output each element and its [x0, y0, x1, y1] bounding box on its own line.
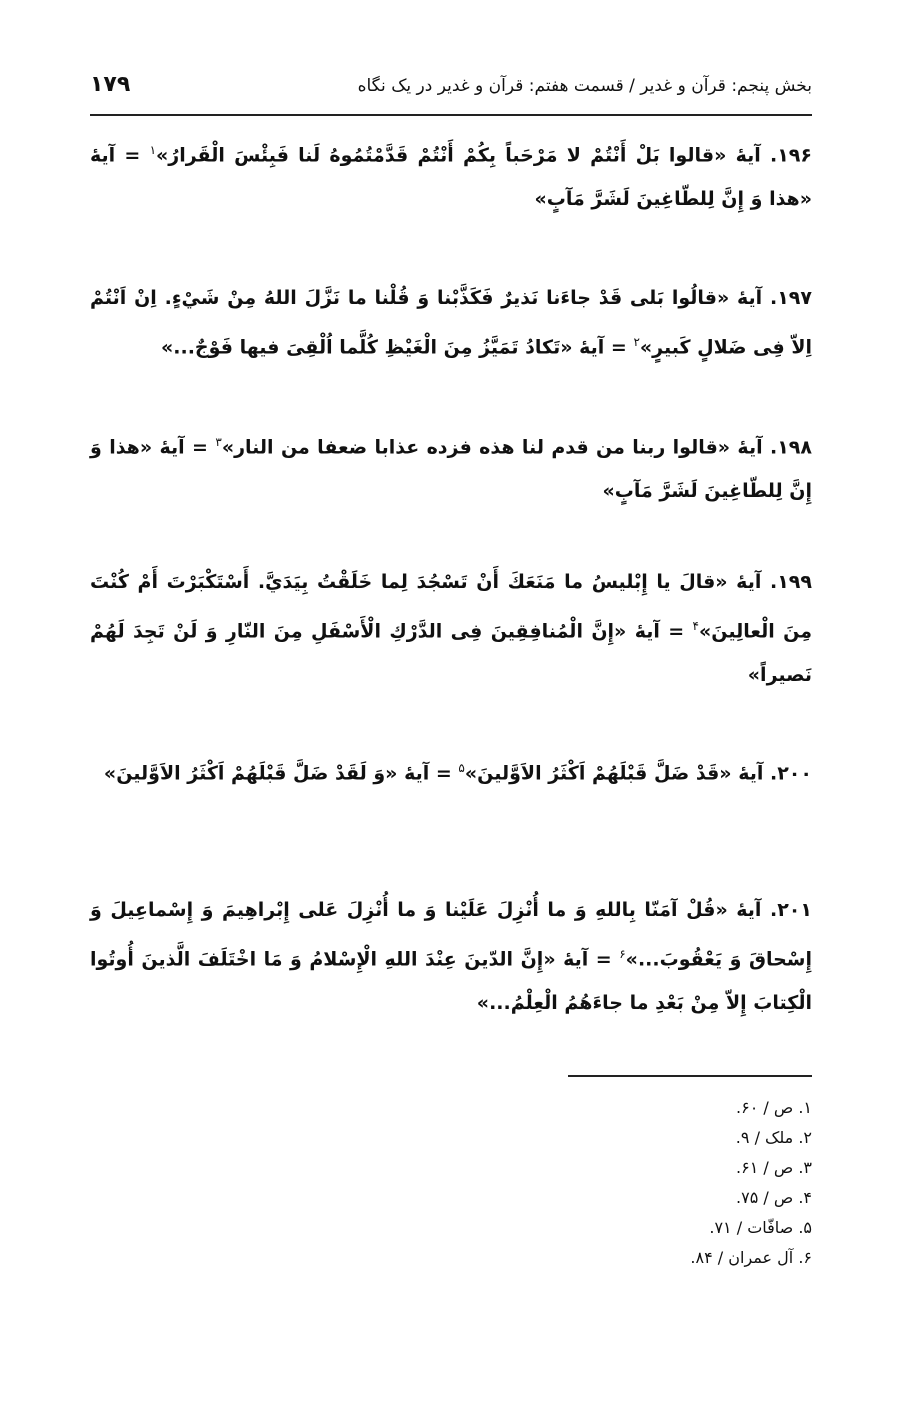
entry-text: = آیهٔ «إِنَّ الدّينَ عِنْدَ اللهِ الْإِسْلامُ وَ مَا اخْتَلَفَ الَّذينَ أُوتُوا الْكِتابَ إِلاّ مِنْ بَعْدِ ما جاءَهُمُ الْعِلْمُ...» [90, 948, 812, 1015]
entry-text: ۱۹۹. آیهٔ «قالَ يا إِبْليسُ ما مَنَعَكَ أَنْ تَسْجُدَ لِما خَلَقْتُ بِيَدَيَّ. أَسْتَكْبَرْتَ أَمْ كُنْتَ مِنَ الْعالِينَ» [90, 571, 812, 643]
verse-entry-197 [90, 276, 812, 369]
entry-text: ۱۹۶. آیهٔ «قالوا بَلْ أَنْتُمْ لا مَرْحَباً بِكُمْ أَنْتُمْ قَدَّمْتُمُوهُ لَنا فَبِئْسَ الْقَرارُ» [156, 144, 812, 167]
entry-text: = آیهٔ «وَ لَقَدْ ضَلَّ قَبْلَهُمْ اَكْثَرُ الاَوَّلينَ» [103, 762, 459, 785]
entry-text: = آیهٔ «هذا وَ إِنَّ لِلطّاغِينَ لَشَرَّ مَآبٍ» [90, 144, 812, 211]
footnote-ref[interactable]: ۱ [149, 143, 157, 157]
footnote-item: ۶. آل عمران / ۸۴. [690, 1248, 812, 1267]
entry-text: = آیهٔ «هذا وَ إِنَّ لِلطّاغِينَ لَشَرَّ مَآبٍ» [90, 436, 812, 503]
verse-entry-196 [90, 128, 812, 221]
verse-entry-199 [90, 560, 812, 697]
footnote-item: ۴. ص / ۷۵. [736, 1188, 812, 1207]
footnote-item: ۳. ص / ۶۱. [736, 1158, 812, 1177]
entry-text: ۲۰۰. آیهٔ «قَدْ ضَلَّ قَبْلَهُمْ اَكْثَرُ الاَوَّلينَ» [464, 762, 812, 785]
footnote-ref[interactable]: ۳ [215, 435, 222, 449]
verse-entry-198 [90, 420, 812, 513]
entry-text: = آیهٔ «تَكادُ تَمَيَّزُ مِنَ الْغَيْظِ كُلَّما اُلْقِىَ فيها فَوْجٌ...» [161, 336, 634, 359]
entry-text: ۲۰۱. آیهٔ «قُلْ آمَنّا بِاللهِ وَ ما أُنْزِلَ عَلَيْنا وَ ما أُنْزِلَ عَلى إِبْراهِيمَ وَ إِسْماعِيلَ وَ إِسْحاقَ وَ يَعْقُوبَ...» [90, 899, 812, 971]
entry-text: ۱۹۸. آیهٔ «قالوا ربنا من قدم لنا هذه فزده عذابا ضعفا من النار» [221, 436, 812, 459]
footnote-item: ۱. ص / ۶۰. [736, 1098, 812, 1117]
footnote-ref[interactable]: ۴ [692, 619, 699, 633]
header-title: بخش پنجم: قرآن و غدیر / قسمت هفتم: قرآن و غدیر در یک نگاه [357, 76, 812, 96]
entry-text: = آیهٔ «إِنَّ الْمُنافِقِينَ فِى الدَّرْكِ الْأَسْفَلِ مِنَ النّارِ وَ لَنْ تَجِدَ لَهُمْ نَصيراً» [90, 620, 812, 687]
verse-entry-201 [90, 888, 812, 1025]
footnote-ref[interactable]: ۲ [633, 335, 640, 349]
entry-text: ۱۹۷. آیهٔ «قالُوا بَلى قَدْ جاءَنا نَذيرٌ فَكَذَّبْنا وَ قُلْنا ما نَزَّلَ اللهُ مِنْ شَيْءٍ. اِنْ اَنْتُمْ اِلاّ فِى ضَلالٍ كَبيرٍ» [90, 287, 812, 359]
page-number: ۱۷۹ [90, 72, 131, 97]
footnote-ref[interactable]: ۶ [619, 947, 626, 961]
footnote-item: ۵. صافّات / ۷۱. [709, 1218, 812, 1237]
footnote-item: ۲. ملک / ۹. [735, 1128, 812, 1147]
footnote-list [690, 1093, 812, 1273]
footnote-divider [568, 1075, 812, 1077]
running-header [90, 72, 812, 116]
footnote-ref[interactable]: ۵ [458, 761, 465, 775]
verse-entry-200 [90, 746, 812, 795]
